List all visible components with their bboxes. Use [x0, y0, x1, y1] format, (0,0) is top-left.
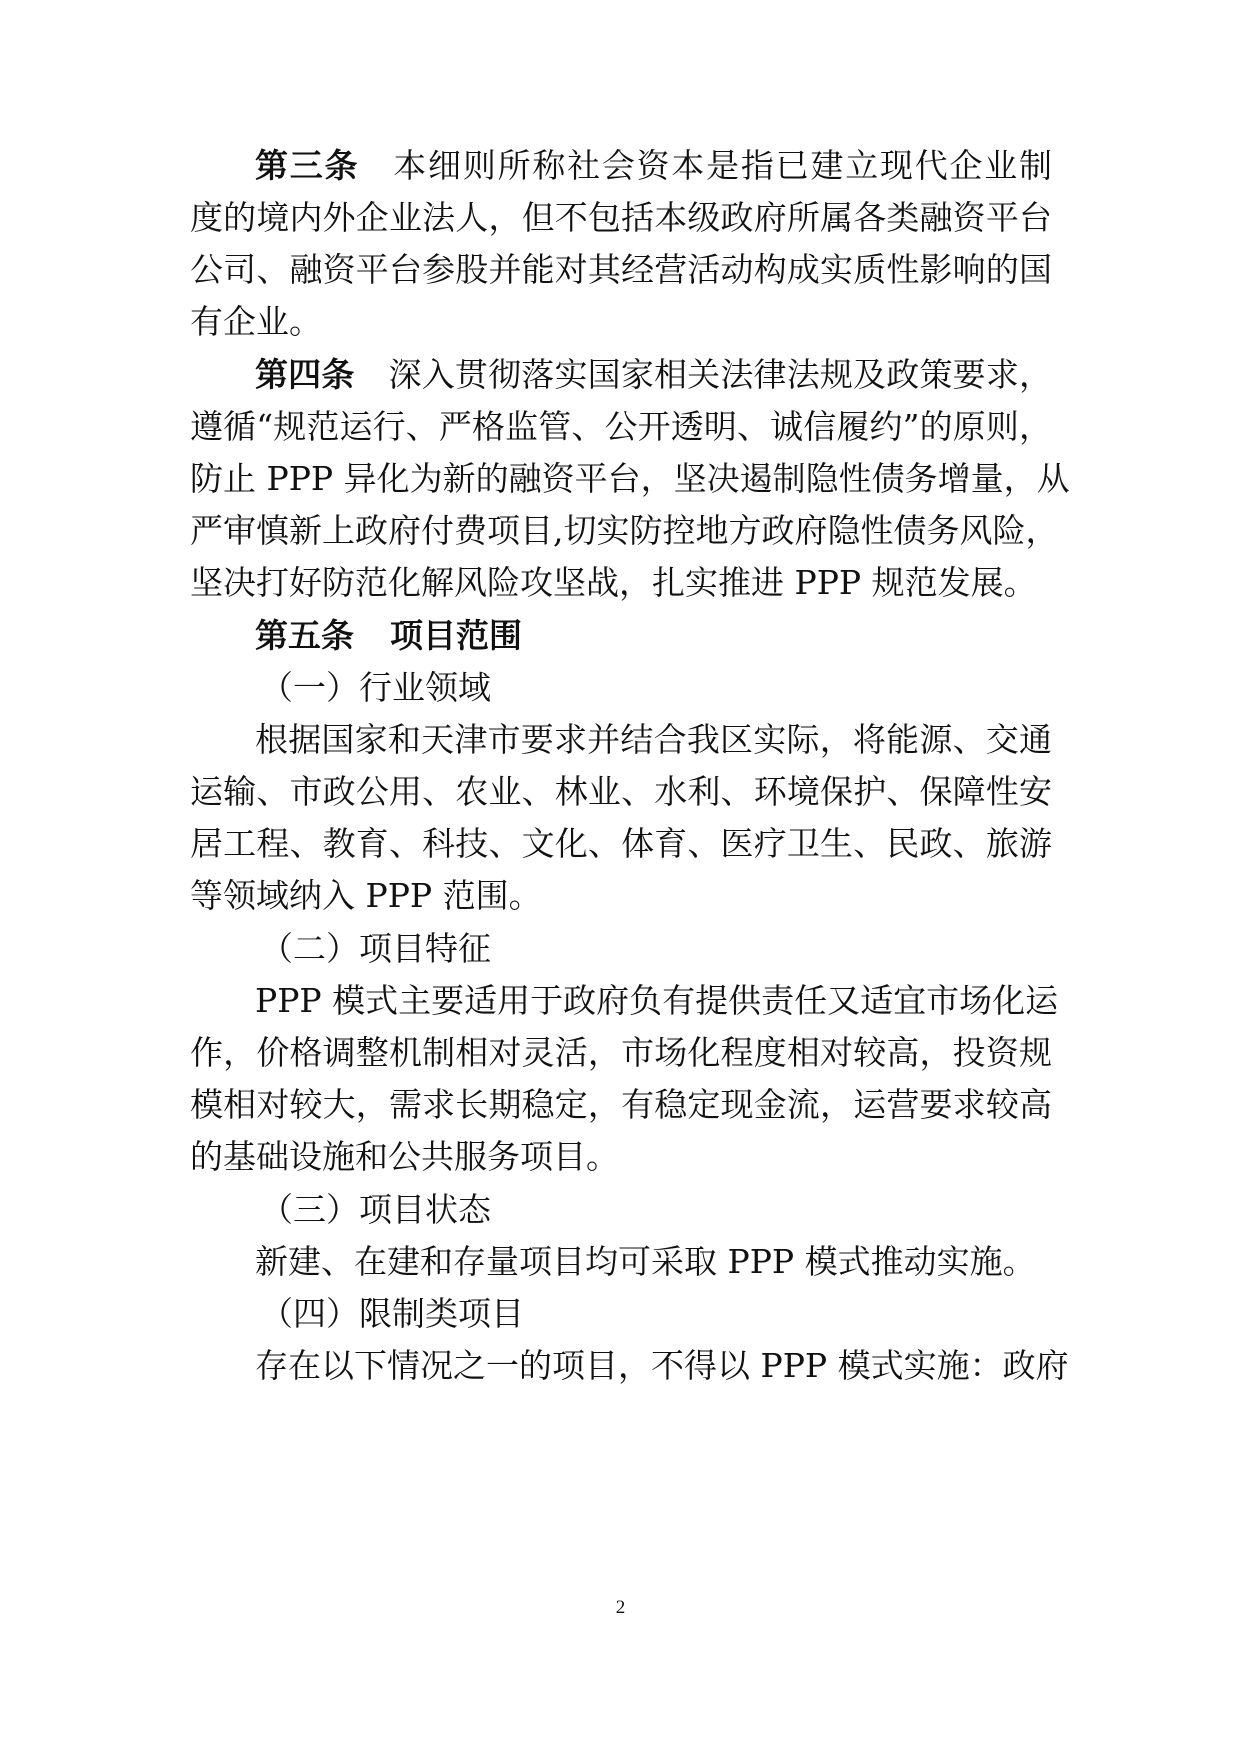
section1-line-2: 运输、市政公用、农业、林业、水利、环境保护、保障性安	[190, 772, 1052, 811]
article3-line-2: 度的境内外企业法人，但不包括本级政府所属各类融资平台	[190, 198, 1052, 237]
section-heading-4: （四）限制类项目	[260, 1294, 524, 1333]
page-number: 2	[615, 1597, 626, 1618]
section2-line-3: 模相对较大，需求长期稳定，有稳定现金流，运营要求较高	[190, 1085, 1052, 1124]
section2-line-1: PPP 模式主要适用于政府负有提供责任又适宜市场化运	[255, 981, 1059, 1020]
article4-line-2: 遵循“规范运行、严格监管、公开透明、诚信履约”的原则，	[190, 407, 1052, 446]
article3-line-3: 公司、融资平台参股并能对其经营活动构成实质性影响的国	[190, 250, 1052, 289]
article5-lead: 第五条	[255, 616, 354, 655]
section4-line-1: 存在以下情况之一的项目，不得以 PPP 模式实施：政府	[255, 1346, 1069, 1385]
article3-line-4: 有企业。	[190, 302, 322, 341]
article4-lead: 第四条	[255, 355, 355, 394]
section2-line-4: 的基础设施和公共服务项目。	[190, 1137, 619, 1176]
section1-line-1: 根据国家和天津市要求并结合我区实际，将能源、交通	[255, 720, 1052, 759]
section-heading-3: （三）项目状态	[260, 1190, 491, 1229]
section-heading-1: （一）行业领域	[260, 668, 491, 707]
section-heading-2: （二）项目特征	[260, 929, 491, 968]
article3-lead: 第三条	[255, 146, 360, 185]
article5-heading	[255, 612, 522, 660]
section3-line-1: 新建、在建和存量项目均可采取 PPP 模式推动实施。	[255, 1242, 1036, 1281]
article4-line-5: 坚决打好防范化解风险攻坚战，扎实推进 PPP 规范发展。	[190, 563, 1037, 602]
article4-line-3: 防止 PPP 异化为新的融资平台，坚决遏制隐性债务增量，从	[190, 459, 1070, 498]
section2-line-2: 作，价格调整机制相对灵活，市场化程度相对较高，投资规	[190, 1033, 1052, 1072]
article4-line-1: 第四条 深入贯彻落实国家相关法律法规及政策要求，	[255, 355, 1053, 394]
article4-line-4: 严审慎新上政府付费项目,切实防控地方政府隐性债务风险，	[190, 511, 1059, 550]
section1-line-4: 等领域纳入 PPP 范围。	[190, 876, 542, 915]
article3-line-1: 第三条 本细则所称社会资本是指已建立现代企业制	[255, 146, 1053, 185]
article5-title: 项目范围	[390, 616, 522, 655]
section1-line-3: 居工程、教育、科技、文化、体育、医疗卫生、民政、旅游	[190, 824, 1052, 863]
